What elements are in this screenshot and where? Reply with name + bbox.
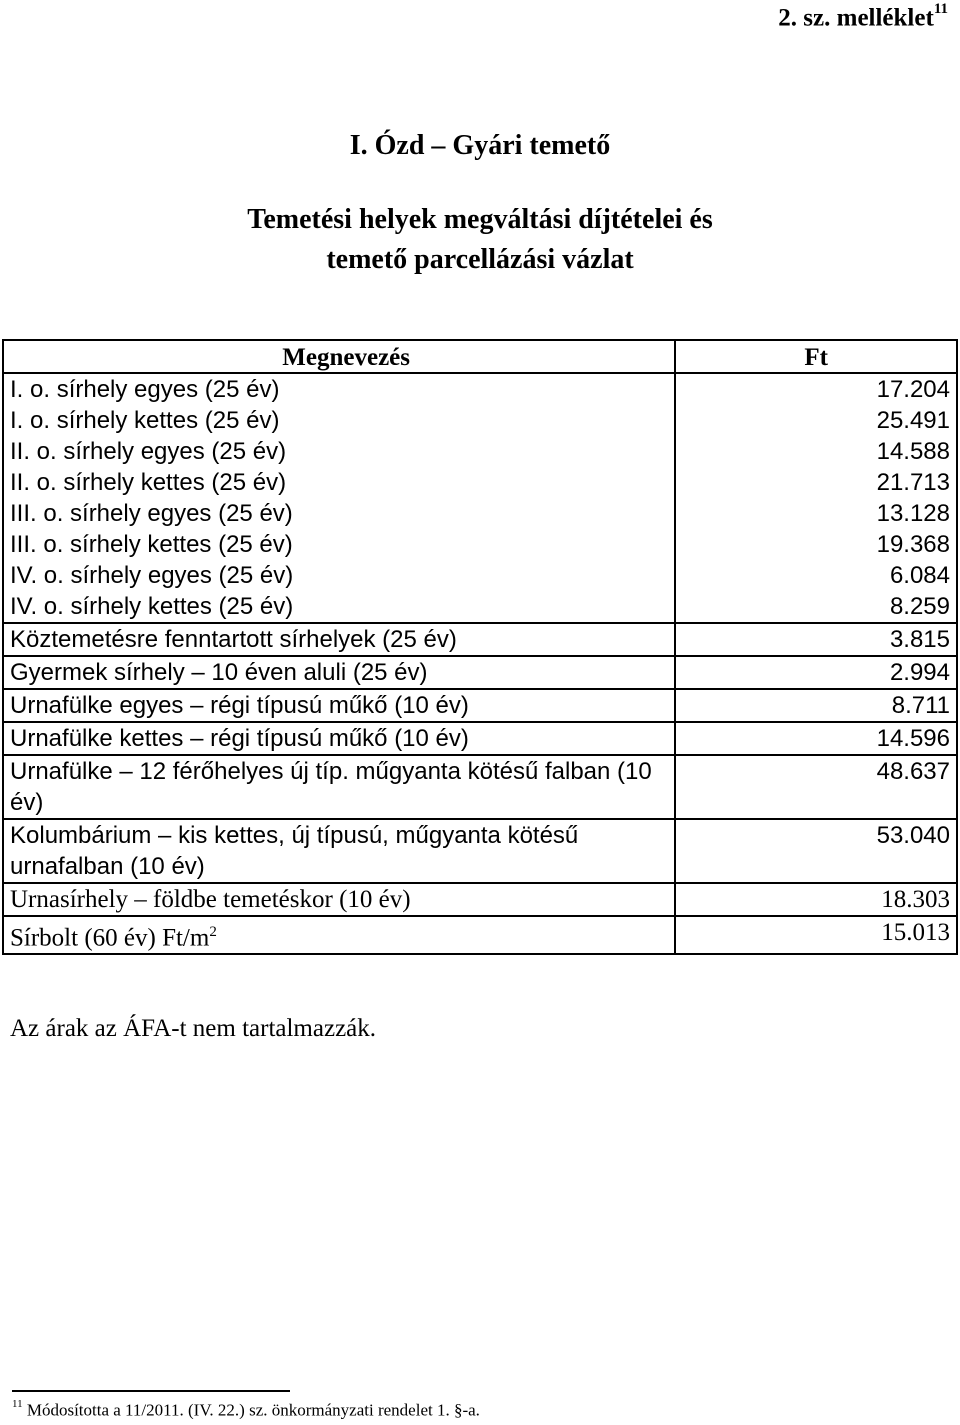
footnote xyxy=(12,1400,480,1421)
unit-superscript: 2 xyxy=(209,924,217,940)
row-ft: 8.711 xyxy=(675,689,957,722)
table-row xyxy=(3,467,957,498)
row-name: III. o. sírhely egyes (25 év) xyxy=(3,498,675,529)
table-row xyxy=(3,436,957,467)
row-name: I. o. sírhely kettes (25 év) xyxy=(3,405,675,436)
table-row xyxy=(3,656,957,689)
annex-footnote-ref: 11 xyxy=(933,1,948,17)
row-name: Gyermek sírhely – 10 éven aluli (25 év) xyxy=(3,656,675,689)
row-name: Kolumbárium – kis kettes, új típusú, műgyanta kötésű urnafalban (10 év) xyxy=(3,819,675,883)
row-ft: 25.491 xyxy=(675,405,957,436)
table-header-row xyxy=(3,340,957,373)
row-ft: 19.368 xyxy=(675,529,957,560)
row-ft: 21.713 xyxy=(675,467,957,498)
annex-label xyxy=(778,1,948,32)
row-ft: 15.013 xyxy=(675,916,957,954)
subtitle-line-1: Temetési helyek megváltási díjtételei és xyxy=(247,204,713,235)
table-row xyxy=(3,591,957,623)
page-subtitle xyxy=(0,200,960,280)
row-name: II. o. sírhely kettes (25 év) xyxy=(3,467,675,498)
row-ft: 6.084 xyxy=(675,560,957,591)
table-row xyxy=(3,405,957,436)
table-row xyxy=(3,916,957,954)
row-name: IV. o. sírhely kettes (25 év) xyxy=(3,591,675,623)
table-row xyxy=(3,755,957,819)
row-name: II. o. sírhely egyes (25 év) xyxy=(3,436,675,467)
row-ft: 48.637 xyxy=(675,755,957,819)
vat-note: Az árak az ÁFA-t nem tartalmazzák. xyxy=(10,1015,377,1042)
row-ft: 18.303 xyxy=(675,883,957,916)
row-name: Urnafülke egyes – régi típusú műkő (10 év) xyxy=(3,689,675,722)
row-ft: 13.128 xyxy=(675,498,957,529)
row-ft: 3.815 xyxy=(675,623,957,656)
page-title: I. Ózd – Gyári temető xyxy=(349,130,611,161)
table-row xyxy=(3,529,957,560)
table-row xyxy=(3,819,957,883)
annex-label-text: 2. sz. melléklet xyxy=(778,4,934,32)
table-row xyxy=(3,373,957,405)
row-name: Urnasírhely – földbe temetéskor (10 év) xyxy=(3,883,675,916)
column-header-name: Megnevezés xyxy=(3,340,675,373)
column-header-ft: Ft xyxy=(675,340,957,373)
row-ft: 53.040 xyxy=(675,819,957,883)
table-row xyxy=(3,560,957,591)
row-ft: 17.204 xyxy=(675,373,957,405)
row-ft: 14.588 xyxy=(675,436,957,467)
footnote-ref: 11 xyxy=(12,1398,23,1410)
row-name: Köztemetésre fenntartott sírhelyek (25 év) xyxy=(3,623,675,656)
row-ft: 8.259 xyxy=(675,591,957,623)
fee-table xyxy=(2,339,958,955)
row-name: I. o. sírhely egyes (25 év) xyxy=(3,373,675,405)
row-name-text: Sírbolt (60 év) Ft/m xyxy=(10,924,210,952)
row-name: III. o. sírhely kettes (25 év) xyxy=(3,529,675,560)
table-row xyxy=(3,623,957,656)
table-row xyxy=(3,498,957,529)
table-row xyxy=(3,689,957,722)
row-name: Urnafülke kettes – régi típusú műkő (10 év) xyxy=(3,722,675,755)
row-name: IV. o. sírhely egyes (25 év) xyxy=(3,560,675,591)
subtitle-line-2: temető parcellázási vázlat xyxy=(326,244,634,275)
row-ft: 2.994 xyxy=(675,656,957,689)
row-name: Urnafülke – 12 férőhelyes új típ. műgyanta kötésű falban (10 év) xyxy=(3,755,675,819)
table-row xyxy=(3,883,957,916)
table-row xyxy=(3,722,957,755)
footnote-divider xyxy=(12,1390,290,1392)
row-ft: 14.596 xyxy=(675,722,957,755)
row-name xyxy=(3,916,675,954)
footnote-text: Módosította a 11/2011. (IV. 22.) sz. önkormányzati rendelet 1. §-a. xyxy=(26,1400,480,1420)
